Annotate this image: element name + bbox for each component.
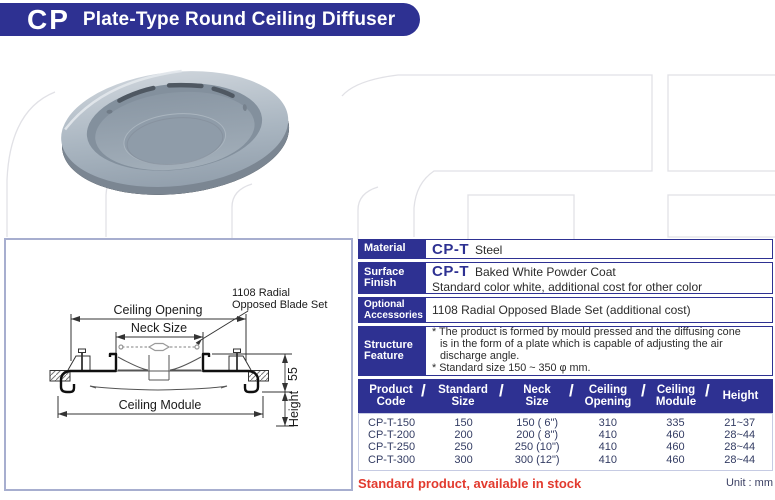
blade-set-leader-line [196, 311, 248, 343]
dim-55-label: 55 [286, 367, 300, 381]
stock-note: Standard product, available in stock [358, 475, 582, 491]
structure-line-2: is in the form of a plate which is capable of adjusting the air [440, 338, 723, 351]
col-product-code: Product Code [369, 384, 413, 408]
material-code: CP-T [432, 240, 469, 258]
ceiling-opening-label: Ceiling Opening [113, 303, 203, 317]
structure-line-4: * Standard size 150 ~ 350 φ mm. [432, 361, 591, 374]
size-table-body [358, 413, 773, 471]
diagram-panel [4, 238, 353, 491]
mounting-brackets [68, 349, 251, 370]
blade-set-label-line2: Opposed Blade Set [232, 299, 328, 311]
ceiling-module-label: Ceiling Module [118, 398, 202, 412]
table-row: CP-T-250 250 250 (10") 410 460 28~44 [368, 441, 756, 454]
col-standard-size: Standard Size [438, 384, 488, 408]
col-neck-size: Neck Size [523, 384, 551, 408]
blade-set-label-line1: 1108 Radial [232, 287, 290, 299]
surface-note: Standard color white, additional cost for other color [432, 279, 703, 294]
page-title: Plate-Type Round Ceiling Diffuser [82, 8, 396, 30]
cone-detail [90, 355, 227, 390]
structure-line-3: discharge angle. [440, 350, 520, 362]
spec-row-structure-feature [358, 326, 773, 376]
header-banner [0, 3, 420, 36]
unit-label: Unit : mm [725, 477, 773, 490]
spec-row-surface-finish [358, 262, 773, 294]
table-footer [358, 476, 773, 491]
dim-height-label: Height [287, 390, 301, 428]
cross-section-diagram [6, 240, 351, 489]
surface-code: CP-T [432, 262, 469, 280]
col-height: Height [722, 390, 759, 402]
col-ceiling-opening: Ceiling Opening [584, 384, 632, 408]
spec-tables [358, 239, 773, 491]
table-row: CP-T-200 200 200 ( 8") 410 460 28~44 [368, 429, 756, 442]
surface-value: Baked White Powder Coat [475, 264, 616, 279]
size-table-header: Product Code Standard Size Neck Size Ceiling Opening Ceiling Module Height / / / / / [358, 379, 773, 413]
neck-size-label: Neck Size [130, 321, 188, 335]
spec-row-material [358, 239, 773, 259]
surface-finish-label: Surface Finish [364, 265, 405, 289]
material-value: Steel [475, 242, 503, 257]
blade-set-drawing [119, 344, 199, 351]
spec-row-optional-accessories [358, 297, 773, 323]
optional-accessories-label: Optional Accessories [364, 298, 423, 321]
table-row: CP-T-300 300 300 (12") 410 460 28~44 [368, 453, 756, 466]
structure-line-1: * The product is formed by mould pressed and the diffusing cone [432, 326, 741, 339]
col-ceiling-module: Ceiling Module [655, 384, 697, 408]
optional-accessories-value: 1108 Radial Opposed Blade Set (additional cost) [432, 303, 691, 317]
table-row: CP-T-150 150 150 ( 6") 310 335 21~37 [368, 417, 756, 430]
product-render-image [48, 58, 303, 208]
ceiling-diffuser-3d [55, 60, 295, 205]
product-code-heading: CP [27, 3, 70, 35]
structure-feature-label: Structure Feature [364, 338, 413, 362]
material-label: Material [364, 242, 406, 255]
